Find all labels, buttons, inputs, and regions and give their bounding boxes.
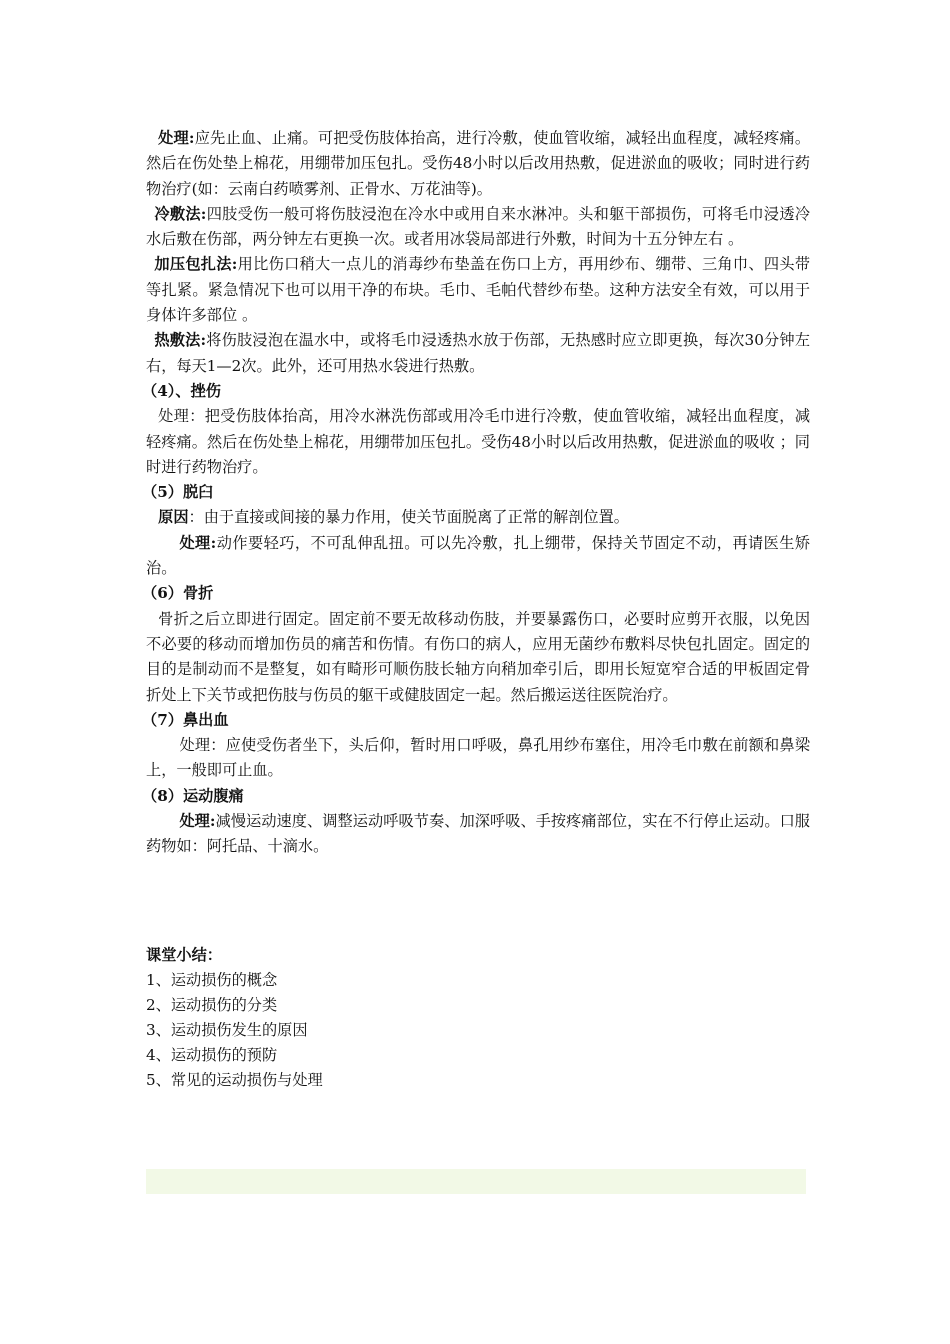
paragraph-yuanyin	[146, 505, 810, 530]
summary-item: 4、运动损伤的预防	[146, 1046, 278, 1064]
summary-item: 5、常见的运动损伤与处理	[146, 1071, 323, 1089]
label-tuojiu: 处理:	[179, 533, 217, 552]
summary-item: 3、运动损伤发生的原因	[146, 1021, 308, 1039]
text-jiaya: 用比伤口稍大一点儿的消毒纱布垫盖在伤口上方，再用纱布、绷带、三角巾、四头带等扎紧。紧急情况下也可以用干净的布块。毛巾、毛帕代替纱布垫。这种方法安全有效，可以用于身体许多部位 。	[146, 255, 811, 325]
label-yuanyin: 原因	[158, 508, 189, 527]
summary-title: 课堂小结：	[146, 946, 222, 964]
paragraph-jiaya	[146, 252, 810, 328]
paragraph-tuojiu	[146, 531, 810, 582]
document-body	[142, 126, 811, 860]
class-summary	[146, 943, 810, 1093]
text-chuli: 应先止血、止痛。可把受伤肢体抬高，进行冷敷，使血管收缩，减轻出血程度，减轻疼痛。然后在伤处垫上棉花，用绷带加压包扎。受伤48小时以后改用热敷，促进淤血的吸收；同时进行药物治疗(如：云南白药喷雾剂、正骨水、万花油等)。	[146, 129, 811, 198]
paragraph-lengfu	[146, 202, 810, 253]
footer-highlight-bar	[146, 1169, 806, 1194]
text-refu: 将伤肢浸泡在温水中，或将毛巾浸透热水放于伤部，无热感时应立即更换，每次30分钟左右，每天1—2次。此外，还可用热水袋进行热敷。	[146, 331, 811, 375]
text-lengfu: 四肢受伤一般可将伤肢浸泡在冷水中或用自来水淋冲。头和躯干部损伤，可将毛巾浸透冷水后敷在伤部，两分钟左右更换一次。或者用冰袋局部进行外敷，时间为十五分钟左右 。	[146, 204, 811, 249]
paragraph-cuoshang: 处理：把受伤肢体抬高，用冷水淋洗伤部或用冷毛巾进行冷敷，使血管收缩，减轻出血程度，减轻疼痛。然后在伤处垫上棉花，用绷带加压包扎。受伤48小时以后改用热敷，促进淤血的吸收 ；同时进行药物治疗。	[146, 407, 810, 476]
text-futong: 减慢运动速度、调整运动呼吸节奏、加深呼吸、手按疼痛部位，实在不行停止运动。口服药物如：阿托品、十滴水。	[146, 812, 810, 856]
label-lengfu: 冷敷法:	[154, 204, 207, 223]
label-jiaya: 加压包扎法:	[154, 255, 238, 274]
paragraph-refu	[146, 328, 810, 379]
label-refu: 热敷法:	[154, 331, 207, 350]
heading-tuojiu: （5）脱臼	[142, 483, 214, 502]
heading-cuoshang: （4）、挫伤	[142, 381, 221, 400]
summary-item: 2、运动损伤的分类	[146, 996, 278, 1014]
text-yuanyin: ：由于直接或间接的暴力作用，使关节面脱离了正常的解剖位置。	[188, 508, 629, 527]
paragraph-bichuxue: 处理：应使受伤者坐下，头后仰，暂时用口呼吸，鼻孔用纱布塞住，用冷毛巾敷在前额和鼻梁上，一般即可止血。	[146, 736, 810, 780]
label-futong: 处理:	[179, 812, 216, 831]
heading-bichuxue: （7）鼻出血	[142, 710, 229, 729]
label-chuli: 处理:	[158, 129, 195, 147]
paragraph-futong	[146, 809, 810, 860]
text-tuojiu: 动作要轻巧，不可乱伸乱扭。可以先冷敷，扎上绷带，保持关节固定不动，再请医生矫治。	[146, 533, 811, 578]
paragraph-guzhe: 骨折之后立即进行固定。固定前不要无故移动伤肢，并要暴露伤口，必要时应剪开衣服，以免因不必要的移动而增加伤员的痛苦和伤情。有伤口的病人，应用无菌纱布敷料尽快包扎固定。固定的目的是制动而不是整复，如有畸形可顺伤肢长轴方向稍加牵引后，即用长短宽窄合适的甲板固定骨折处上下关节或把伤肢与伤员的躯干或健肢固定一起。然后搬运送往医院治疗。	[146, 609, 810, 704]
summary-item: 1、运动损伤的概念	[146, 971, 278, 989]
heading-futong: （8）运动腹痛	[142, 786, 244, 805]
paragraph-chuli	[146, 126, 810, 202]
heading-guzhe: （6）骨折	[142, 584, 214, 603]
